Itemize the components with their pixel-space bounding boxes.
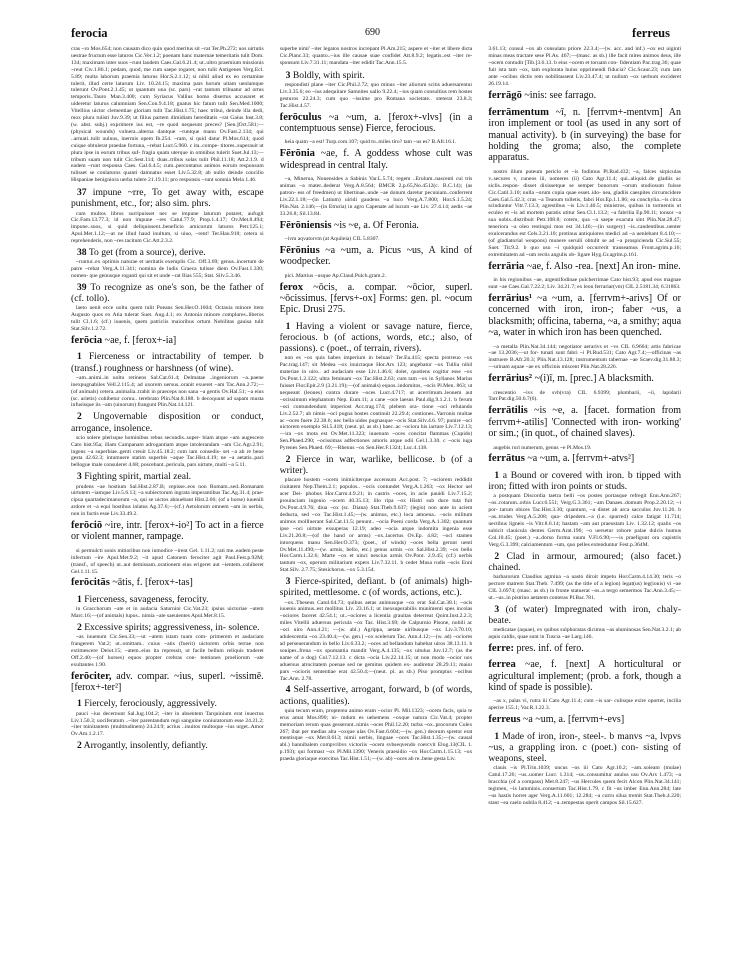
entry-grammar: ~ī, n. [ferrvm+-mentvm] An iron implement or tool (as used in any sort of manual activity). b (in surveying) the base for holding the groma; also, the complete apparatus.	[488, 106, 682, 164]
sense-text: To get (from a source), derive.	[86, 247, 206, 259]
column-middle	[280, 46, 473, 956]
citations: quia tecum eram, propterea animo eram ~ocior Pl. Mil.1323; ~ocem facis, quia te erus amat Mos.890; ni- mdum es uehemens ~oxque natura Cic.Vat.4; propter memoriam rerum quas gesserunt..nimis ~oces Phil.12.20; turba ~ox..procorum Culex 267; ibat per medias alta ~oxque ulas Ov.Fast.6.604;—(w. gen.) deorum spretor erat mentisque ~ox Met.8.613; nimii uerbis, linguae ~oces Tac.Hist.1.35;—(w. causal abl.) hannibalem compvribvs victoriis ~ocem svbseqvendo coercvit Elog.13(CIL 1. p.193); qui formast ~ox Pl.Mil.1390; Veneris praesidio ~ox Hor.Carm.1.15.13; ~ox praeda gloriaque exercitus Tac.Hist.1.51;—(w. ab) ~oces ab re..bene gesta Liv.	[279, 707, 473, 763]
sense-definition	[280, 576, 473, 598]
citations: respondisti plane ~iter Cic.Phil.2.72; quo minus ~iter aliorum scitis aduersarentur Liv.3.35.6; eo ~ius adequitare Samnites uallo 9.22.4; ~ius quam consultius rem hostes gesturos 22.24.3; cum quo ~issime pro Romana societate.. steterat 23.8.3; Tac.Hist.4.57.	[279, 81, 473, 109]
sense-text: Ungovernable disposition or conduct, arrogance, insolence.	[71, 411, 264, 434]
sense-definition	[71, 698, 264, 709]
dictionary-entry	[488, 373, 681, 384]
dictionary-entry	[488, 107, 681, 164]
headword: ferrea	[488, 659, 516, 671]
citations: cum multos libros surripuisset nec se impune laturum putaret, aufugit Cic.Fam.13.77.3; id non impune ~res Catul.77.9; Prop.1.4.17; Ov.Met.8.494; impune..suos, si quid deliquissent..beneficio amicorum laturos Petr.125.1; Apul.Met.1.12;—at ne illud haud inultum, si uiuo, ~rent! Ter.Hau.918; cetera si reprehenderis, non ~res tacitum Cic.Att.2.3.2.	[71, 210, 264, 245]
sense-number: 37	[77, 187, 87, 199]
sense-number: 2	[494, 550, 500, 562]
sense-definition	[280, 70, 473, 81]
headword: ferōciter,	[71, 670, 112, 682]
entry-grammar: ~a ~um, a. [ferrvm+-evs]	[520, 714, 625, 726]
sense-number: 2	[77, 740, 82, 752]
sense-text: Fiercely, ferociously, aggressively.	[81, 698, 217, 710]
guide-word-right: ferreus	[632, 26, 670, 40]
sense-text: (of water) Impregnated with iron, chaly- beate.	[488, 603, 682, 626]
citations: ~a, Minerua, Nouensides a Sabinis Var.L.5.74; regem ..Erulum..nascenti cui tris animas ~a mater..dederat Verg.A.8.564; BMCR 2.p.65,No.4512(c. B.C.14); (as patron- ess of freedmen) ut libertinae..unde ~ae donum daretur pecuniam..conferrent Liv.22.1.18;—(in Latium) uiridi gaudens ~a luco Verg.A.7.800; Hor.S.1.5.24; Plin.Nat. 2.146;—(in Etruria) in agro Capenate ad lucum ~ae Liv. 27.4.14; aedis ~ae 33.26.8; Sil.13.84.	[279, 176, 473, 217]
citations: scio solere plerisque hominibus rebus secundis..super- biam atque ~am augescere Cato hist.95a; illam Campanam adrogantiam atque intolerandam ~am Cic.Agr.2.91; ingens ~a superbiae..genti creuit Liv.45.18.2; cum iam consedis- set ~a ab re bene gesta 42.62.3; intumuere statim superbis ~aque Tac.Hist.4.19; ne ~a aetatis..paci bellogue male consuleret 4.68; poscebant..pericula, pars uirtute, multi ~a 5.11.	[71, 434, 264, 469]
sense-definition	[488, 731, 681, 765]
sense-text: Fighting spirit, martial zeal.	[81, 471, 192, 483]
citations: heia quam ~a est! Turp.com.107; quid tu..miles tiro? tam ~us es? B.Afr.16.1.	[284, 139, 457, 146]
sense-number: 2	[77, 411, 82, 423]
sense-definition	[280, 321, 473, 355]
guide-word-left: ferocia	[71, 26, 108, 40]
sense-text: Arrogantly, insolently, defiantly.	[81, 740, 208, 752]
citations: ~am..animi..in uoltu retinens Sal.Cat.61.4; Delmatae ..ingeniorum ~a..paene inexpugnabiles Vell.2.115.4; ad uxorem uersus..oranit exueret ~am Tac.Ann.2.72;— (of animals) cetera..animalia..trahit in praeceps non sana ~a gentis Ov.Hal.51; ~a eius (sc. arietis) cohibetur cornu.. terebrato Plin.Nat.8.188. b decoquunt ad sapam musta infusisque iis ~am (uinorum) frangunt Plin.Nat.14.121.	[71, 374, 264, 409]
entry-grammar: ~ae, f. [next] A horticultural or agricultural implement; (prob. a fork, though a kind of spade is possible).	[488, 659, 682, 693]
page-number: 690	[365, 27, 380, 38]
citations: nostro illum puteum periclo et ~is fodimus Pl.Rud.432; ~a, falces sirpiculas v..secures v, cuneos iii, uomeres (ii) Cato Agr.11.4; qui..aliquid..de gladiis ac siclis..respon- disset dixissetque se semper bonorum ~orum studiosum fuisse Cic.Catil.3.10; nulla ~orum copia quae esset..ido- nea, gladiis caespites circumcidere Caes.Gal.5.42.3; cras ~a Teanum tolletis, fabri Hor.Ep.1.1.86; ea conchylia..~is circa scinduntur Vitr.7.13.3; agrestibus ~is Liv.1.40.5; ministros, quibus in tormentis ut eculeo et ~is ad mortem paratis utitur Sen.Cl.1.13.2; ~a fabrilia Ep.90.11; tonsor ~a sua nobis..distribuit Petr.108.8; cotem, qua ~a saepe exacuta sint Plin.Nat.28.47; teneriora ~a oleo restingui mos est 34.146;—(in surgery) ~is..candentibus..uenter exulcerandus est Cels.3.21.10; protinus antiquiores medici ad ~a uenlebant 8.4.10;—(of gladiatorial weapons) munere seruili obtulit se ad ~a prospicienda Cic.Sul.55; Suet. Tit.9.2. b quo usu ~i quidquid occurrerit transeamus Front.agrim.p.16; extremitatem ad ~um rectis angulis ob- ligare Hyg.Gr.agrim.p.161.	[488, 168, 682, 258]
sense-definition	[280, 454, 473, 476]
sense-definition	[488, 604, 681, 626]
entry-grammar: ~is ~e, a. Of Feronia.	[331, 219, 419, 231]
headword: ferrāgō	[488, 90, 522, 102]
sense-definition	[280, 684, 473, 706]
sense-number: 3	[285, 576, 291, 588]
dictionary-entry	[71, 335, 264, 346]
sense-text: To recognize as one's son, be the father of (cf. tollo).	[71, 281, 264, 305]
dictionary-entry	[71, 577, 264, 588]
sense-number: 2	[77, 621, 82, 633]
headword: ferōcitās	[71, 577, 110, 589]
headword: ferrāmentum	[488, 106, 549, 118]
dictionary-entry	[280, 282, 473, 316]
entry-grammar: adv. compar. ~ius, superl. ~issimē. [ferox+-ter²]	[71, 670, 264, 694]
citations: clauis ~is Pl.Trin.1039; uncus ~os iii Cato Agr.10.2; ~am..soleam (mulae) Catul.17.26; ~us..uomer Lucr. 1.314; ~us..consumitur anulus usu Ov.Ars 1.473; ~a bracchia (of a compass) Met.8.247; ~us Hercules quem fecit Alcon Plin.Nat.34.141; tegimen, ~is lamminis..consertum Tac.Hist.1.79. c fit ~us imber Enn.Ann.284; late ~us hastis horret ager Verg.A.11.601; 12.284; ~a curru silua tremit Stat.Theb.4.220; stant ~ea caelo nubila 8.412; ~a..tempestas operit campos Sil.15.627.	[488, 765, 682, 806]
entry-grammar: ~(i)ī, m. [prec.] A blacksmith.	[532, 373, 654, 385]
entry-grammar: ~ae, f. Also -rea. [next] An iron- mine.	[524, 260, 681, 272]
citations: laeto uenit ecce uoltu quem tulit Poeans Sen.Her.O.1604; Octauia minore item Augusto quos ex Atia tulerat Suet. Aug.4.1; ex Antonia minore complures..liberos tulit Cl.1.6; (cf.) iuuenis, quem patriciis maioribus ortum Nobilitas gauisa tulit Stat.Silv.1.2.72.	[71, 305, 264, 333]
entry-grammar: ~ae, f. A goddess whose cult was widespread in central Italy.	[279, 148, 473, 171]
sense-definition	[71, 282, 264, 304]
sense-number: 2	[285, 454, 291, 466]
sense-number: 39	[77, 281, 87, 293]
sense-text: Fierceness, savageness, ferocity.	[81, 593, 209, 605]
continued-citations: cras ~ro Mos.654; non causam dico quin quod meritus sit ~rat Ter.Ph.272; uos uirtutis uestrae fructum esse laturos Cic.Ver.1.2; poenam hanc maternae temeritatis tulit Dom. 134; maximam inter suos ~runt laudem Caes.Gal.6.21.4; ut..ultro praemium missionis ~reut Civ.1.86.1; pedam, quod, me cum saepe rogaret, non tulit Antigenes Verg.Ecl. 5.89; multa laborum praemia laturus Hor.S.2.1.12; si nihil aliud ex eo certamine tulerit, illud certe laturum Liv. 10.24.15; maxima pars horum uitam uenlamque tulerunt Ov.Pont.2.1.45; ut quantum una (sc. pars) ~rat tantum tribuatur ad ortus temporis..Tauro Man.3.400; cum Syriacus Vallius homo disertus accusaret et uideretur laturus calumniam Sen.Con.9.4.18; gnatus hic fatum tulit Sen.Med.1000; Vitellius uictor clementiae gloriam tulit Tac.Hist.1.75; haec tribui, deinde illa dedi, mox plura tulisti Juv.9.39; ut filius partem dimidiam hereditatis ~rat Gaius Inst.3.8; (w. abst. subj.) exprimere ius est, ~re quod nequeunt preces? [Sen.]Oct.581;—(physical wounds) vulnera..alterna dantque ~runtque manu Ov.Fast.2.134; qui ..armati..tulit uulnus, inermis opem Ib.254. ~ram, si quid datur Pl.Mos.614; quod cuique obtulerat praedae fortuna, ~rebat Lucr.5.960. c ita..compe- titores..superauit ut plura ipse in eorum tribus suf- fragia quam uterque in omnibus tulerit Suet.Jul.13;— tribum suam non tulit Cic.Sest.114; duas..tribus solas tulit Phil.11.18; Att.2.1.9. d eadem ~runt responsa Caes. Gal.6.4.5; cum..percontatus animos eorum responsum tulisset se conlaturos quanti damnatus esset Liv.5.32.8; ab nullo deinde concilio Hispaniae benigniora uerba tulere 21.19.11; pro responsis ~runt somnia Mela 1.46.	[71, 46, 264, 184]
citations: si permulcti sonis mitioribus non inmodice ~irent Gel. 1.11.2; rati me..eadem peste infectum ~ire Apul.Met.9.2; ~it apud Catonem ferociter agit Paul.Fest.p.92M; (transf., of speech) ut..aut demissam..orationem eius erigeret aut ~ientem..cohiberet Gel.1.11.15.	[71, 547, 264, 575]
sense-definition	[71, 411, 264, 433]
sense-number: 1	[494, 730, 500, 742]
dictionary-entry	[488, 261, 681, 272]
continued-citations: 3.61.13; consul ~ox ab consulatu priore 22.3.4;—(w. acc. and inf.) ~ox est uiginti minas meas tractare sese Pl.As. 467;—(masc. as sb.) ille facit mites animos deus, ille ~ocem contudit [Tib.]3.6.13. b eius ~ocem et toruam con- fidentiam Pac.trag.36; quae fuit ista tam ~ox, tam explorata huius opprimendi fiducia? Cic.Scaur.23; cum iam ante ~ocibus dictis rem nobilitassent Liv.23.47.4; ut nullum ~ox uerbum excideret 26.19.14.	[488, 46, 682, 87]
running-head	[0, 26, 750, 42]
sense-definition	[71, 740, 264, 751]
entry-grammar: ~ōcis, a. compar. ~ōcior, superl. ~ōcissimus. [fervs+-ox] Forms: gen. pl. ~ocum Epic. Drusi 275.	[279, 281, 473, 316]
citations: in Gracchorum ~ate et in audacia Saturnini Cic.Vat.23; ipsius uictoriae ~atem Marc.16;—(of animals) lupos.. nimia ~ate saeuientes Apul.Met.8.15.	[71, 606, 264, 619]
sense-number: 1	[285, 320, 291, 332]
citations: pici..Martius ~usque Ap.Claud.Pulch.gram.2.	[284, 272, 387, 279]
sense-definition	[71, 187, 264, 209]
citations: ~as iuuenum Cic.Sen.33;—ut ~atem istam tuam com- primerem et audaciam frangerem Vat.2; ut..omittam.. cuius ~atis (fuerit) uictorem orbis terrae non extimescere Deiot.15; ~atem..eius ita repressit, ut facile bellum reliquis traderet Off.2.40;—(of horses) equos propter crebras con- tentiones proeliorum ~ate exultantes 1.90.	[71, 634, 264, 668]
headword: ferre:	[488, 642, 515, 654]
dictionary-entry	[488, 90, 681, 101]
headword: ferōcia	[71, 335, 103, 347]
entry-grammar: ~ātis, f. [ferox+-tas]	[109, 577, 193, 589]
headword: Fērōniensis	[279, 219, 332, 231]
headword: ferrārius¹	[488, 292, 533, 304]
dictionary-entry	[488, 714, 681, 725]
sense-text: Clad in armour, armoured; (also facet.) chained.	[488, 550, 682, 573]
citations: crescentio ~ivs de svb(vra) CIL 6.9399; plumbarii, ~ii, lapidarii Tarr.Pat.dig.50.6.7(6).	[488, 389, 682, 403]
citations: augebis ruri numerum, genus ~e Pl.Mos.19.	[493, 444, 592, 451]
sense-definition	[71, 471, 264, 482]
citations: ~as x, palas vi, rutra iii Cato Agr.11.4; cum ~is sar- culisque exire oportet, incilia aperire 155.1; Var.R.1.22.3.	[488, 698, 682, 712]
entry-grammar: ~a ~um, a. [ferrvm+-arivs] Of or concerned with iron, iron-; faber ~us, a blacksmith; officina, taberna, ~a, a smithy; aqua ~a, water in which iron has been quenched.	[488, 292, 682, 339]
entry-grammar: ~ire, intr. [ferox+-io²] To act in a fierce or violent manner, rampage.	[71, 520, 264, 543]
entry-grammar: ~is ~e, a. [facet. formation from ferrvm+-atilis] 'Connected with iron- working' or sim.; (in quot., of chained slaves).	[488, 405, 682, 440]
sense-definition	[71, 247, 264, 258]
headword: ferrāria	[488, 260, 525, 272]
citations: a postquam Discordia taetra belli ~os postes portasque refregit Enn.Ann.267; ~os..rotarum..orbis Lucr.6.551; Verg.G.3.361; ~am Danaes..domum Prop.2.20.12; ~i por- tarum obices Tac.Hist.3.30; quantum, ~a distet ab arca sacculus Juv.11.26. b ~as..trudes Verg.A.5.208; qua- dripedem..~a (i.e. spurred) calce fatigat 11.714; uectibus ligneis ~is Vitr.8.6.14; hastam ~am aut praeustam Liv. 1.32.12; qualis ~os subicit clauicula dentes Germ.Arat.196; ~o uersetur robore palae dulcis humus Col.10.45; (poet.) ~a..dorso forma suum V.Fl.6.90;—~is praefigunt ora capistris Verg.G.3.399; calciamentum ~um, quo pelles extenduntur Fest.p.364M.	[488, 493, 682, 548]
sense-number: 4	[285, 684, 291, 696]
entry-grammar: ~ae, f. [ferox+-ia]	[102, 335, 177, 347]
entry-grammar: ~a ~um, a. Picus ~us, A kind of woodpecker.	[279, 244, 473, 268]
citations: barbarorum Claudius agmina ~a uasto diruit impetu Hor.Carm.4.14.30; teris ~o pectore matrem Stat.Theb. 7.499; (as the title of a legion) legat(us) leg(ionis) vi ~ae CIL 3.6974; (masc. as sb.) in fronte statuerat ~os..a tergo semermos Tac.Ann.3.45;—ut..~us..in pistrino aetatem conteras Pl.Bac.781.	[488, 573, 682, 601]
column-right	[488, 46, 681, 956]
dictionary-entry	[488, 405, 681, 439]
sense-definition	[71, 622, 264, 633]
headword: ferōciō	[71, 520, 103, 532]
headword: ferox	[279, 281, 304, 293]
citations: ~runtur..ex optimis naturae et ueritatis exemplis Cic. Off.3.69; genus..incertum de patre ~rebat Verg.A.11.341; nomina de ludis Graeca tulisse diem Ov.Fast.1.330; nomen- que genusque roganti qui sit et unde ~rat Ilias 555; Stat. Silv.5.3.46.	[71, 259, 264, 280]
sense-text: Made of iron, iron-, steel-. b manvs ~a, lvpvs ~us, a grappling iron. c (poet.) con- sisting of weapons, steel.	[488, 730, 682, 765]
dictionary-entry	[488, 293, 681, 339]
citations: non es ~ox quis habes imperium in beluas? Ter.Eu.415; specta protreuo ~ox Pac.trag.147; sit Medea ~ox inuictaque Hor.Ars 123; angebatur ~ox Tullia nihil materiae in uiro.. ad audaciam esse Liv.1.46.6; dolet, quotiens cogitur esse ~ox Ov.Pont.1.2.122; ultra feminam ~ox Tac.Hist.2.63; cum tam ~ox in Syllanos Marius fuisset Flor.Epit.2.9 (3.21.19);—(of animals) equos..indomitos, ~ocis Pl.Men. 863; ut nequeant (leones) contra durare ~oces Lucr.4.717; ut acerrimum..leonem aut ~ocissimum elephantum Nep. Eum.11; a cane ~oce laesus Paul.dig.9.1.2.1. b ferum ~oci contundendum imperiost Acc.trag.174; plebem ora- tione ~oci refutando Liv.2.52.7; ab nimis ~oci pugna hostes continuit 22.29.4; contiones..Varronis multae ac ~oces fuere 22.38.6; nec bella uides pugnasque ~ocis Stat.Silv.4.6. 97; punire ~oci uictorem exemplo Sil.5.418; (neut. pl. as sb.) haec..ac ~ociora his iactare Liv.7.12.13;—ira ~ox mota est Ov.Met.11.323; iuuenum ~oces concitat flammas (Cupido) Sen.Phaed.290; ~ocissimas adfectiones amoris atque odii Gel.1.3.30. c ~ocis iuga Pyrenes Sen.Phaed. 69;—Rhenus ~ox Sen.Her.F.1324; Luc.4.138.	[279, 355, 473, 452]
column-left	[71, 46, 264, 956]
dictionary-entry	[488, 659, 681, 693]
headword: ferreus	[488, 714, 521, 726]
citations: ~ivm aqvatorvm (at Aquileia) CIL 5.8307.	[284, 235, 380, 242]
entry-grammar: ~inis: see farrago.	[521, 90, 597, 102]
headword: ferōculus	[279, 111, 322, 123]
sense-text: Self-assertive, arrogant, forward, b (of words, actions, qualities).	[279, 684, 473, 707]
entry-grammar: pres. inf. of fero.	[514, 642, 584, 654]
sense-number: 1	[77, 593, 82, 605]
headword: ferrātilis	[488, 405, 528, 417]
headword: Fērōnius	[279, 244, 320, 256]
sense-text: impune ~rre, To get away with, escape punishment, etc., for; also sim. phrs.	[71, 187, 264, 210]
continued-citations: superbe nimi' ~iter legatos nostros increpant Pl.Am.215; aspere et ~iter et libere dicta Cic.Planc.33; quanto..~ius ille causae suae confidet Att.8.9.2; legatis..est ~iter re- sponsum Liv.7.31.11; mandata ~iter edidit Tac.Ann.15.5.	[279, 46, 473, 66]
headword: ferrātus	[488, 453, 525, 465]
sense-text: Fierceness or intractability of temper. b (transf.) roughness or harshness (of wine).	[71, 351, 264, 374]
sense-number: 1	[77, 698, 82, 710]
sense-definition	[71, 351, 264, 373]
citations: ~ox..Theseus Catul.64.73; quibus aetas animusque ~ox erat Sal.Cat.38.1; ~ocis iuuenis animus..est mollitus Liv. 23.16.1; ut inexsuperabilis munimenti spes incolas ~ociores faceret 42.54.1; ut..~ociores a licentia grauitas deterreat Quint.Inst.2.2.3; miles Vitellii aduersus pericula ~ox Tac. Hist.3.69; de Calpurnio Pisone, nobili ac ~oci uiro Ann.4.21; —(w. abl.) Agrippa, aetate uiribusque ~ox Liv.3.70.10; adulescentia ~ox 23.40.4;—(w. gen.) ~ox scelerum Tac. Ann.4.12;—(w. ad) ~ociores ad perseuerandum in bello Liv.6.33.2; ~oces ad bellandum habebat uiros 38.13.11. b sonipes..frena ~ox spumantia mandit Verg.A.4.135; ~ox uitulus Juv.12.7; (as the name of a dog) Col.7.12.13. c dicta ~ocia Liv.22.14.15; ut non modo ~ocior uox aduersus atrocitatem poenae sed ne gemitus quidem ex- audiretur 28.29.11; maior pars ~ocioris sententiae erat 42.50.4;—(neut. pl. as sb.) Piso promptus ~ocibus Tac.Ann. 2.78.	[279, 599, 473, 682]
citations: placare hostem ~ocem inimiciterque accensum Acc.post. 7; ~ociorem reddidit ciuitatem Nep.Them.2.1; populos.. ~ocis contundet Verg.A.1.263; ~ox Hector uel acer Dei- phobus Hor.Carm.4.9.21; in castris ~oces, in acie pauidi Liv.7.15.2; prouinciam ingenio ~ocem 40.35.13; illo ripa ~ox Histri sub duce tuta fuit Ov.Pont.4.9.76; diua ~ox (sc. Diana) Stat.Theb.9.637; (legio) non ante in aciem deducta, sed ~ox Tac.Hist.1.45;—(w. animus, etc.) loca amoena.. ~ocis militum animos mollluerant Sal.Cat.11.5; penunt.. ~ocia Poeni corda Verg.A.1.302; quantum ipse ~oci uirtute exsuperas 12.19; adeo ~ocia atque indomita ingenia esse Liv.21.20.8;—(of the hand or arms) ~ox..lacertus Ov.Ep. 4.82; ~oci stamen intorquens manu Sen.Her.O.373; (poet., of winds) ~oces bella gerunt uenti Ov.Met.11.490;—(w. armis, bello, etc.) genus armis ~ox Sal.Hist.2.39; ~ox bello Hor.Carm.1.32.6; Marte ~ox et uinci nescius armis Ov.Pont. 2.9.45; (cf.) uerbis tantum ~ox, operum militarium expers Liv.7.32.11. b cedet Musa rudis ~ocis Enni Stat.Silv. 2.7.75; Stesichorus..~ox 5.3.154.	[279, 477, 473, 574]
dictionary-entry	[71, 671, 264, 694]
dictionary-entry	[280, 245, 473, 268]
dictionary-entry	[71, 520, 264, 543]
sense-number: 3	[285, 69, 291, 81]
sense-text: Boldly, with spirit.	[290, 69, 365, 81]
dictionary-entry	[488, 453, 681, 464]
citations: pauci ~ius decernunt Sal.Jug.104.2; ~iter in absentem Tarquinium erat inuectus Liv.1.50.3; uociferatum ..~iter parentandum regi sanguine coniuratorum esse 24.21.2; ~iter minitantem (multitudinem) 24.24.9; acrius ..inuitos multoque ~ius urget..Amor Ov.Am.1.2.17.	[71, 710, 264, 738]
headword: ferrārius²	[488, 373, 533, 385]
headword: Fērōnia	[279, 148, 315, 160]
sense-number: 3	[494, 603, 500, 615]
entry-grammar: ~a ~um, a. [ferrvm+-atvs²]	[524, 453, 635, 465]
sense-definition	[488, 551, 681, 573]
sense-definition	[71, 594, 264, 605]
citations: medicatae (aquae), ex quibus sulphuratas dicimus ~as aluminosas Sen.Nat.3.2.1; ab aquis caldis, quae sunt in Tuscia ~ae Larg.146.	[488, 626, 682, 640]
text-columns	[71, 46, 681, 956]
sense-text: Fierce-spirited, defiant. b (of animals) high-spirited, mettlesome. c (of words, actions, etc.).	[279, 576, 473, 599]
sense-text: Fierce in war, warlike, bellicose. b (of a writer).	[279, 454, 473, 477]
dictionary-entry	[280, 112, 473, 135]
sense-text: a Bound or covered with iron. b tipped with iron; fitted with iron points or studs.	[488, 469, 682, 493]
dictionary-entry	[488, 643, 681, 654]
sense-number: 38	[77, 247, 87, 259]
sense-number: 1	[77, 351, 82, 363]
dictionary-entry	[280, 148, 473, 171]
entry-grammar: ~a ~um, a. [ferox+-vlvs] (in a contemptuous sense) Fierce, ferocious.	[279, 111, 473, 134]
sense-text: Excessive spirits; aggressiveness, in- solence.	[81, 621, 260, 633]
sense-number: 3	[77, 471, 82, 483]
citations: prudens ~ae hostium Sal.Hist.2.87.B; cepisse..eos non Romam..sed..Romanam uirtutem ~iamque Liv.5.6.13; ~a subiectorum ingrata imperantibus Tac.Ag.31.4; prae- cipua quartadecimanorum ~a, qui se uictos abnuebant Hist.2.66; (of a horse) iuuenili ardore et ~a equi hostibus inlatus Ag.37.6;—(cf.) Aetolorum omnem ~am in uerbis, non in factis esse Liv.33.49.2.	[71, 483, 264, 518]
citations: ~a metalla Plin.Nat.34.144; negotiator aerarivs et ~vs CIL 6.9664; artis fabricae ~ae 13.2036;—ut for- tunati sunt fabri ~i Pl.Rud.531; Cato Agr.7.4;—officinas ~as instruere B.Afr.20.3; Plin.Nat.13.128; instrumentum tabernae ~ae Scaev.dig.31.88.3;—urinam aquae ~ae ex officinis miscent Plin.Nat.28.226.	[488, 343, 682, 371]
sense-text: Having a violent or savage nature, fierce, ferocious. b (of actions, words, etc.; also, of passions). c (poet., of terrain, rivers).	[279, 320, 473, 355]
sense-number: 1	[494, 469, 500, 481]
dictionary-entry	[280, 220, 473, 231]
citations: in his regionibus ~ae, argentifodinae pulcherrimae Cato hist.93; apud eos magnae sunt ~ae Caes.Gal.7.22.2; Liv. 34.21.7; ex leon ferrariar(vm) CIL 2.5181.34; 6.31863.	[488, 277, 682, 290]
sense-definition	[488, 470, 681, 492]
